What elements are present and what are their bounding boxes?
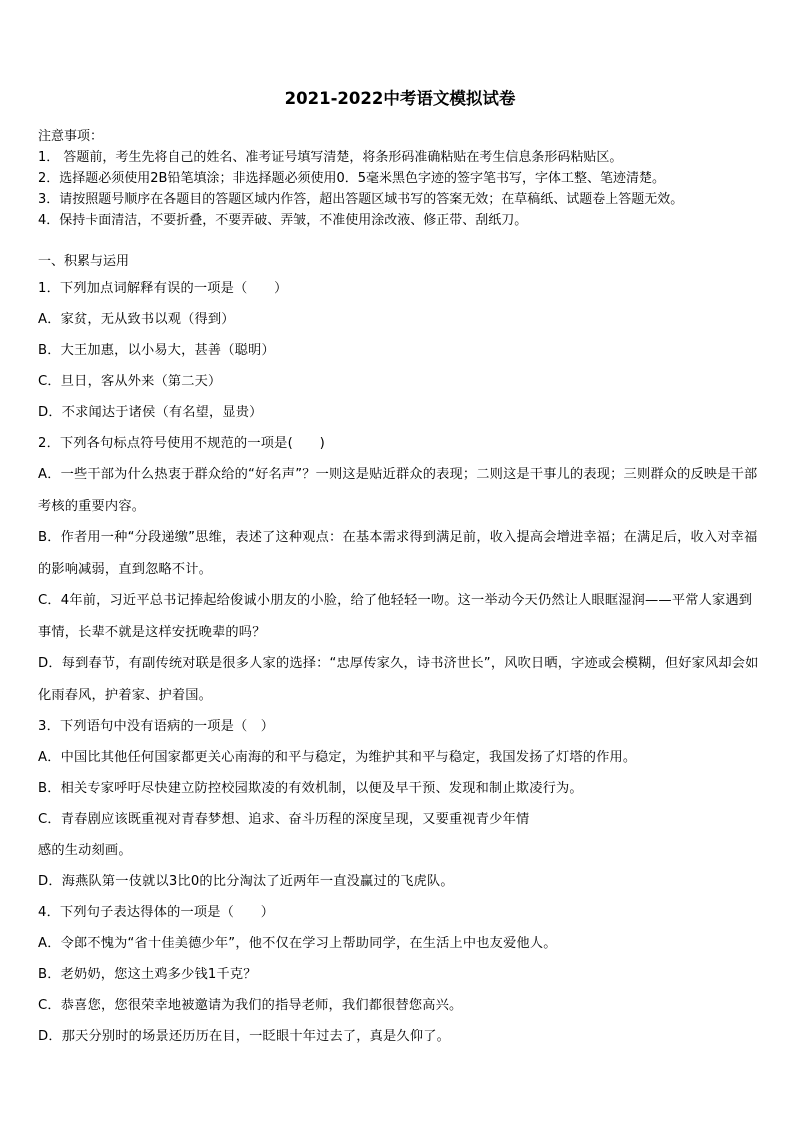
question-4 [38, 897, 762, 1052]
option-a: A．家贫，无从致书以观（得到） [38, 312, 235, 327]
option-b: B．相关专家呼吁尽快建立防控校园欺凌的有效机制，以便及早干预、发现和制止欺凌行为。 [38, 781, 583, 796]
notice-item: 3．请按照题号顺序在各题目的答题区域内作答，超出答题区域书写的答案无效；在草稿纸、试题卷上答题无效。 [38, 192, 684, 207]
option-c: C．4年前，习近平总书记捧起给俊诚小朋友的小脸，给了他轻轻一吻。这一举动今天仍然让人眼眶湿润——平常人家遇到事情，长辈不就是这样安抚晚辈的吗？ [38, 593, 753, 640]
option-c: C．旦日，客从外来（第二天） [38, 374, 222, 389]
question-stem: 4．下列句子表达得体的一项是（ ） [38, 905, 275, 920]
option-c: C．恭喜您，您很荣幸地被邀请为我们的指导老师，我们都很替您高兴。 [38, 998, 463, 1013]
option-d: D．海燕队第一伎就以3比0的比分淘汰了近两年一直没赢过的飞虎队。 [38, 874, 454, 889]
notice-item: 4．保持卡面清洁，不要折叠，不要弄破、弄皱，不准使用涂改液、修正带、刮纸刀。 [38, 213, 528, 228]
question-3 [38, 711, 762, 897]
option-d: D．每到春节，有副传统对联是很多人家的选择：“忠厚传家久，诗书济世长”，风吹日晒，字迹或会模糊，但好家风却会如化雨春风，护着家、护着国。 [38, 656, 759, 703]
option-a: A．一些干部为什么热衷于群众给的“好名声”？一则这是贴近群众的表现；二则这是干事儿的表现；三则群众的反映是干部考核的重要内容。 [38, 467, 758, 514]
notice-item: 2．选择题必须使用2B铅笔填涂；非选择题必须使用0．5毫米黑色字迹的签字笔书写，字体工整、笔迹清楚。 [38, 171, 666, 186]
option-d: D．那天分别时的场景还历历在目，一眨眼十年过去了，真是久仰了。 [38, 1029, 450, 1044]
option-c-continued: 感的生动刻画。 [38, 843, 132, 858]
notice-heading: 注意事项： [38, 129, 104, 144]
option-a: A．中国比其他任何国家都更关心南海的和平与稳定，为维护其和平与稳定，我国发扬了灯塔的作用。 [38, 750, 637, 765]
question-stem: 1．下列加点词解释有误的一项是（ ） [38, 281, 288, 296]
option-d: D．不求闻达于诸侯（有名望，显贵） [38, 405, 263, 420]
section-heading: 一、积累与运用 [38, 254, 130, 269]
notice-item: 1． 答题前，考生先将自己的姓名、准考证号填写清楚，将条形码准确粘贴在考生信息条形码粘贴区。 [38, 150, 623, 165]
notice-block [38, 126, 762, 231]
question-2 [38, 428, 762, 711]
option-a: A．令郎不愧为“省十佳美德少年”，他不仅在学习上帮助同学，在生活上中也友爱他人。 [38, 936, 557, 951]
option-b: B．作者用一种“分段递缴”思维，表述了这种观点：在基本需求得到满足前，收入提高会增进幸福；在满足后，收入对幸福的影响减弱，直到忽略不计。 [38, 530, 758, 577]
page-title: 2021-2022中考语文模拟试卷 [284, 89, 516, 108]
question-stem: 3．下列语句中没有语病的一项是（ ） [38, 719, 275, 734]
question-1 [38, 273, 762, 428]
option-b: B．老奶奶，您这土鸡多少钱1千克？ [38, 967, 257, 982]
option-b: B．大王加惠，以小易大，甚善（聪明） [38, 343, 275, 358]
exam-page [38, 88, 762, 1052]
question-stem: 2．下列各句标点符号使用不规范的一项是( ) [38, 436, 326, 451]
option-c: C．青春剧应该既重视对青春梦想、追求、奋斗历程的深度呈现，又要重视青少年情 [38, 812, 530, 827]
